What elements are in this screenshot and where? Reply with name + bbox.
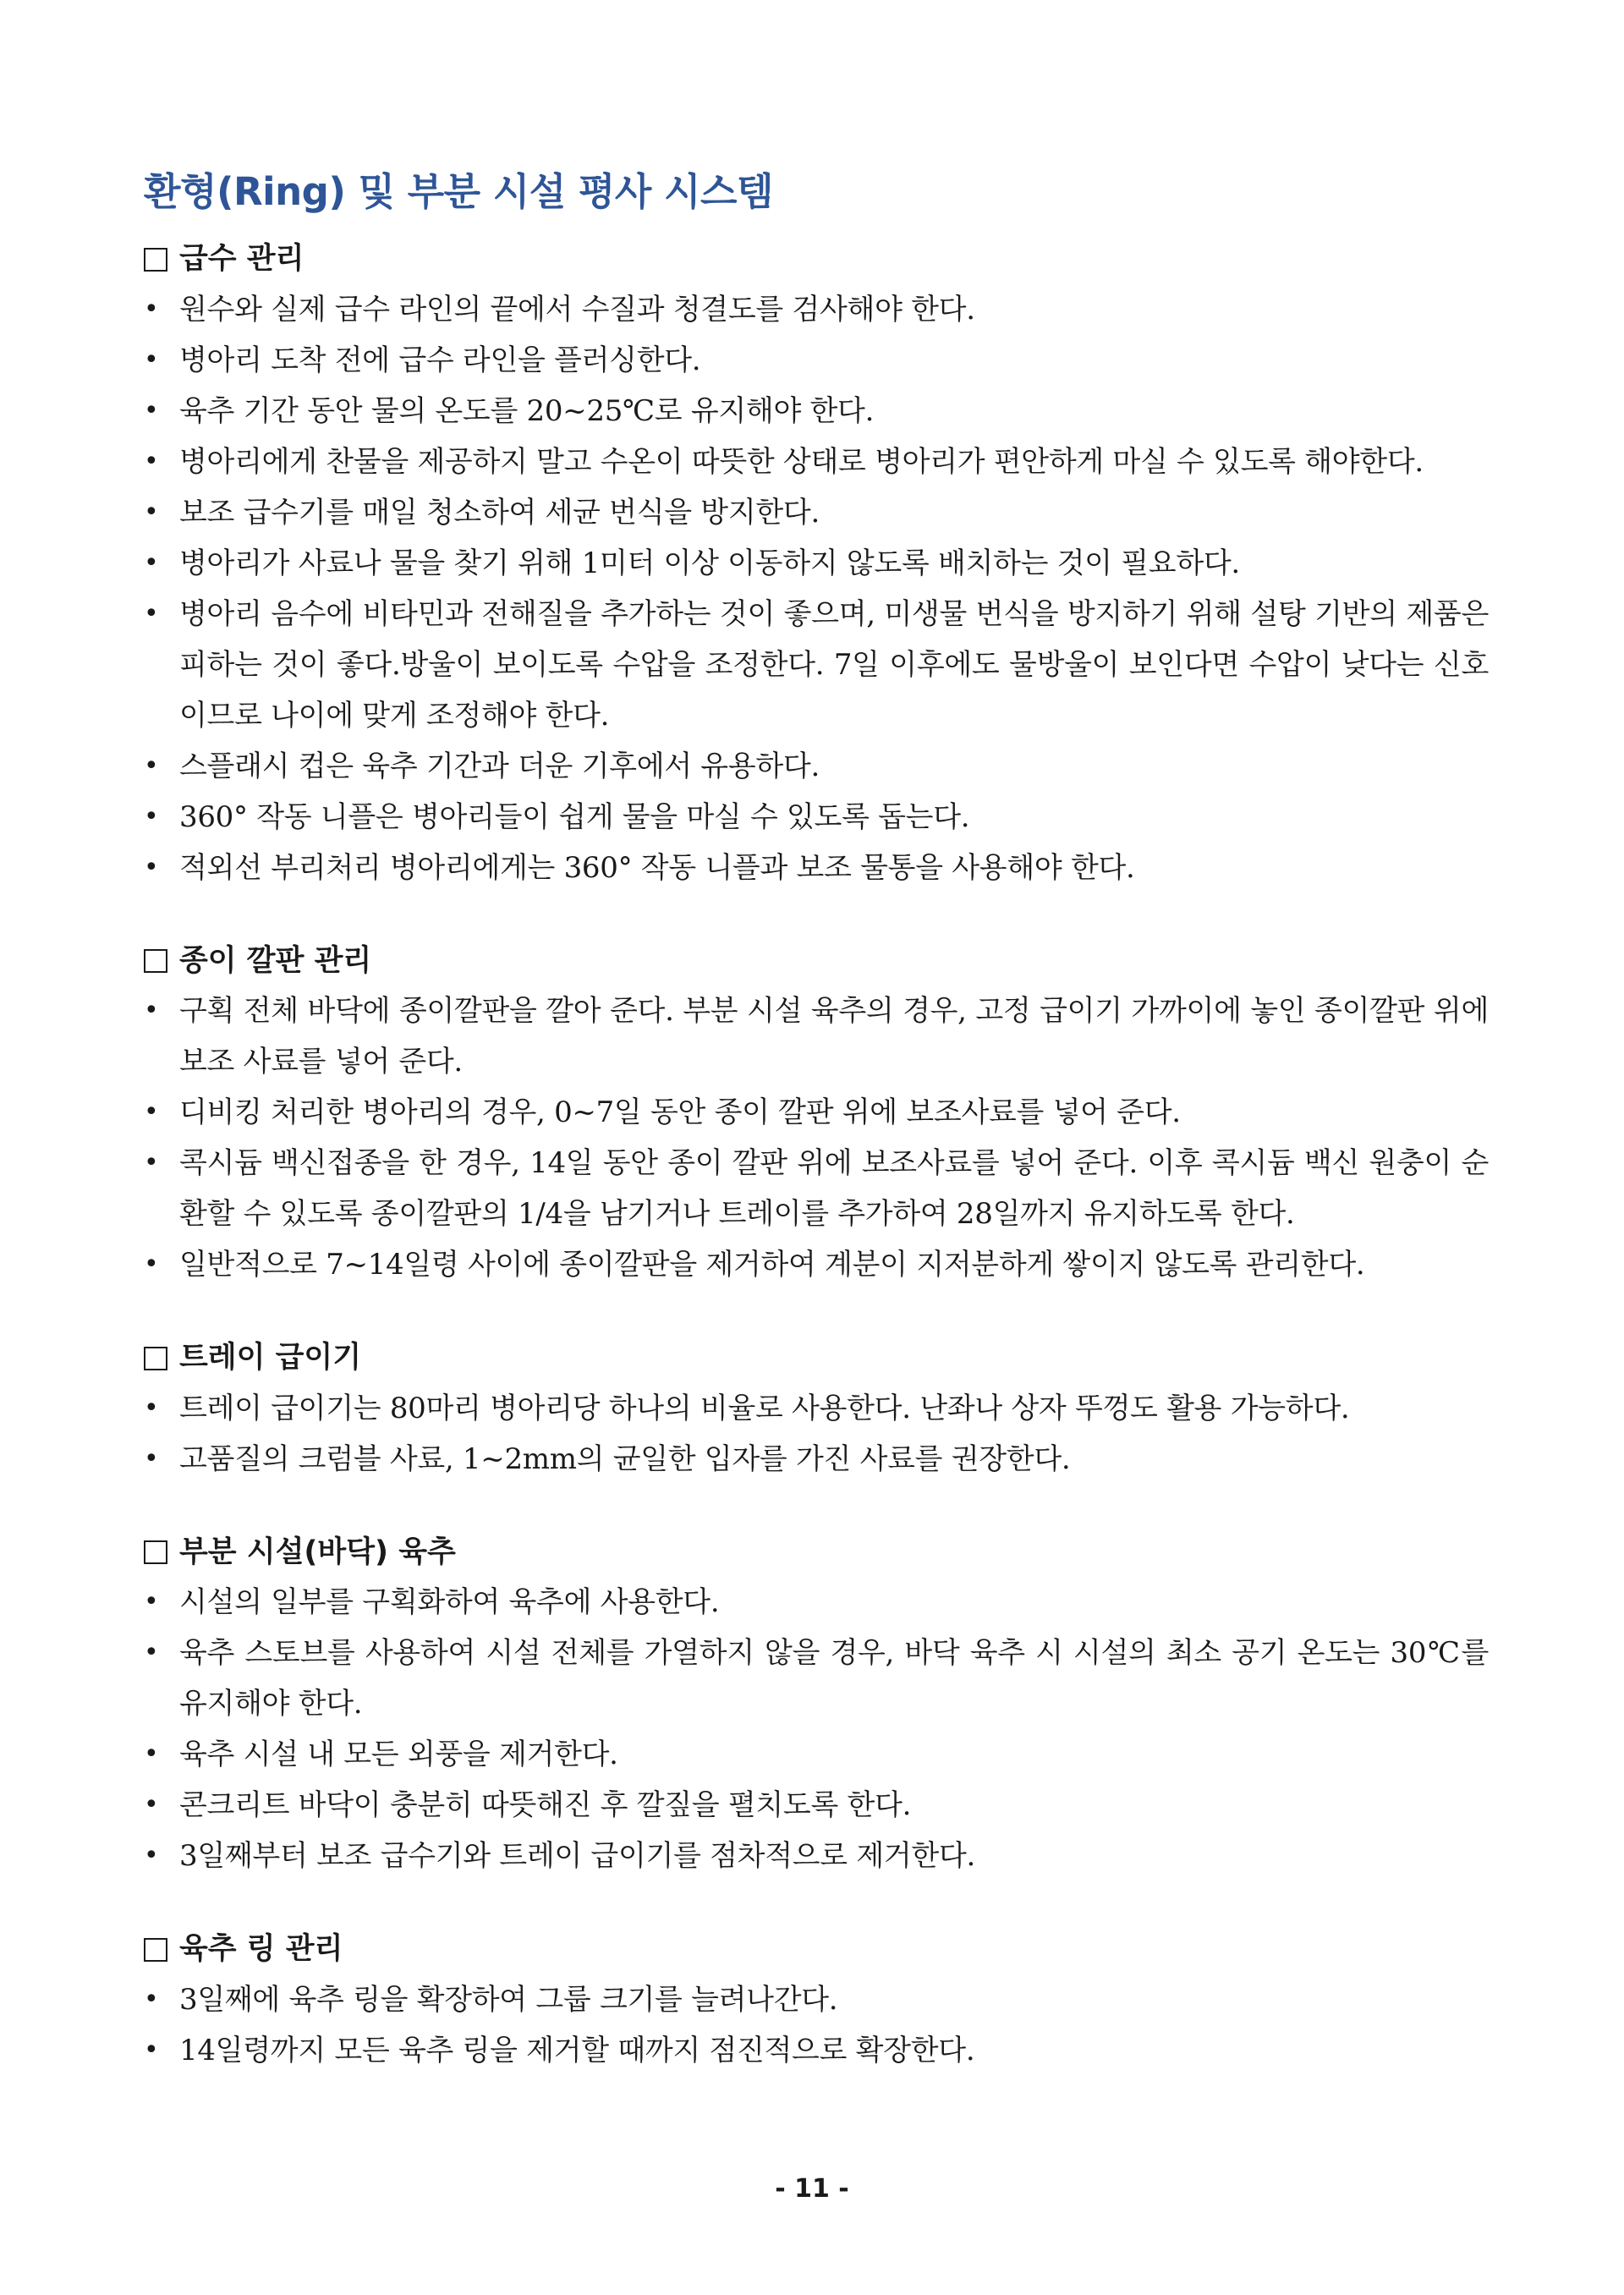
document-page [144,169,1489,2125]
bullet-icon: • [144,1587,159,1617]
list-item-text: 구획 전체 바닥에 종이깔판을 깔아 준다. 부분 시설 육추의 경우, 고정 급이기 가까이에 놓인 종이깔판 위에 보조 사료를 넣어 준다. [179,994,1489,1079]
list-item [144,1239,1489,1290]
list-item-text: 적외선 부리처리 병아리에게는 360° 작동 니플과 보조 물통을 사용해야 한다. [179,850,1135,885]
list-item [144,284,1489,335]
bullet-list [144,1383,1489,1485]
bullet-icon: • [144,1841,159,1870]
list-item-text: 시설의 일부를 구획화하여 육추에 사용한다. [179,1585,720,1619]
list-item [144,1831,1489,1881]
list-item [144,1434,1489,1485]
bullet-icon: • [144,1984,159,2014]
section [144,1339,1489,1485]
section-heading-text: 부분 시설(바닥) 육추 [179,1535,456,1569]
list-item-text: 3일째부터 보조 급수기와 트레이 급이기를 점차적으로 제거한다. [179,1839,976,1873]
section [144,240,1489,893]
section [144,942,1489,1291]
list-item-text: 육추 스토브를 사용하여 시설 전체를 가열하지 않을 경우, 바닥 육추 시 시설의 최소 공기 온도는 30℃를 유지해야 한다. [179,1636,1489,1721]
list-item-text: 육추 시설 내 모든 외풍을 제거한다. [179,1738,618,1771]
list-item-text: 360° 작동 니플은 병아리들이 쉽게 물을 마실 수 있도록 돕는다. [179,799,970,834]
list-item-text: 육추 기간 동안 물의 온도를 20~25℃로 유지해야 한다. [179,393,875,428]
section-heading-text: 육추 링 관리 [179,1932,343,1966]
list-item [144,741,1489,792]
list-item-text: 콘크리트 바닥이 충분히 따뜻해진 후 깔짚을 펼치도록 한다. [179,1788,912,1822]
list-item [144,436,1489,487]
list-item-text: 일반적으로 7~14일령 사이에 종이깔판을 제거하여 계분이 지저분하게 쌓이지 않도록 관리한다. [179,1248,1365,1282]
bullet-icon: • [144,1443,159,1474]
bullet-icon: • [144,1638,159,1667]
list-item-text: 14일령까지 모든 육추 링을 제거할 때까지 점진적으로 확장한다. [179,2033,975,2067]
sections-container [144,240,1489,2076]
bullet-icon: • [144,294,159,324]
section-heading [144,240,1489,279]
checkbox-icon [144,1347,167,1370]
list-item [144,2025,1489,2076]
bullet-icon: • [144,547,159,578]
list-item [144,1780,1489,1831]
bullet-icon: • [144,1249,159,1279]
list-item [144,1087,1489,1138]
list-item-text: 3일째에 육추 링을 확장하여 그룹 크기를 늘려나간다. [179,1982,838,2017]
list-item-text: 병아리 도착 전에 급수 라인을 플러싱한다. [179,343,701,377]
list-item [144,1138,1489,1239]
bullet-icon: • [144,395,159,426]
bullet-list [144,1974,1489,2076]
checkbox-icon [144,949,167,973]
list-item-text: 트레이 급이기는 80마리 병아리당 하나의 비율로 사용한다. 난좌나 상자 뚜껑도 활용 가능하다. [179,1391,1350,1425]
list-item-text: 디비킹 처리한 병아리의 경우, 0~7일 동안 종이 깔판 위에 보조사료를 넣어 준다. [179,1095,1181,1129]
list-item-text: 병아리 음수에 비타민과 전해질을 추가하는 것이 좋으며, 미생물 번식을 방지하기 위해 설탕 기반의 제품은 피하는 것이 좋다.방울이 보이도록 수압을 조정한다. 7일 이후에도 물방울이 보인다면 수압이 낮다는 신호이므로 나이에 맞게 조정해야 한다. [179,596,1489,733]
section-heading [144,942,1489,981]
section [144,1534,1489,1882]
list-item-text: 보조 급수기를 매일 청소하여 세균 번식을 방지한다. [179,495,820,530]
list-item [144,589,1489,741]
bullet-icon: • [144,1739,159,1769]
bullet-icon: • [144,750,159,781]
list-item-text: 콕시듐 백신접종을 한 경우, 14일 동안 종이 깔판 위에 보조사료를 넣어 준다. 이후 콕시듐 백신 원충이 순환할 수 있도록 종이깔판의 1/4을 남기거나 트레이를 추가하여 28일까지 유지하도록 한다. [179,1146,1489,1231]
bullet-icon: • [144,852,159,882]
list-item-text: 병아리가 사료나 물을 찾기 위해 1미터 이상 이동하지 않도록 배치하는 것이 필요하다. [179,546,1240,580]
bullet-list [144,1577,1489,1881]
list-item-text: 병아리에게 찬물을 제공하지 말고 수온이 따뜻한 상태로 병아리가 편안하게 마실 수 있도록 해야한다. [179,444,1424,479]
checkbox-icon [144,1540,167,1564]
bullet-icon: • [144,1790,159,1820]
bullet-list [144,986,1489,1290]
bullet-icon: • [144,2034,159,2065]
bullet-icon: • [144,801,159,832]
list-item-text: 원수와 실제 급수 라인의 끝에서 수질과 청결도를 검사해야 한다. [179,292,975,327]
bullet-list [144,284,1489,893]
section-heading-text: 종이 깔판 관리 [179,943,372,978]
bullet-icon: • [144,598,159,629]
list-item [144,386,1489,436]
checkbox-icon [144,1938,167,1962]
page-title: 환형(Ring) 및 부분 시설 평사 시스템 [144,169,773,214]
bullet-icon: • [144,1097,159,1127]
list-item [144,487,1489,538]
bullet-icon: • [144,1148,159,1178]
bullet-icon: • [144,1392,159,1423]
list-item [144,792,1489,843]
section-heading-text: 트레이 급이기 [179,1341,362,1375]
section-heading [144,1339,1489,1378]
checkbox-icon [144,248,167,272]
bullet-icon: • [144,344,159,375]
bullet-icon: • [144,996,159,1025]
section-heading [144,1930,1489,1969]
bullet-icon: • [144,446,159,476]
list-item [144,1974,1489,2025]
section-heading-text: 급수 관리 [179,242,304,276]
list-item [144,986,1489,1087]
list-item-text: 고품질의 크럼블 사료, 1~2mm의 균일한 입자를 가진 사료를 권장한다. [179,1441,1071,1476]
list-item [144,335,1489,386]
list-item [144,1628,1489,1729]
section [144,1930,1489,2076]
list-item [144,1729,1489,1780]
page-number: - 11 - [775,2174,849,2204]
list-item [144,843,1489,893]
list-item [144,1577,1489,1628]
section-heading [144,1534,1489,1573]
list-item-text: 스플래시 컵은 육추 기간과 더운 기후에서 유용하다. [179,749,820,783]
list-item [144,1383,1489,1434]
bullet-icon: • [144,497,159,527]
list-item [144,538,1489,589]
